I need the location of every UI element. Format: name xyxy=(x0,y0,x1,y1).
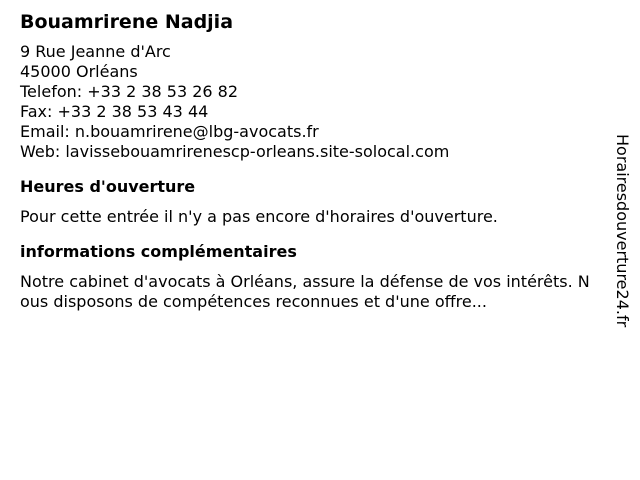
phone-number: Telefon: +33 2 38 53 26 82 xyxy=(20,82,239,101)
business-name: Bouamrirene Nadjia xyxy=(20,11,234,33)
address-city: 45000 Orléans xyxy=(20,62,138,81)
email-address: Email: n.bouamrirene@lbg-avocats.fr xyxy=(20,122,319,141)
fax-number: Fax: +33 2 38 53 43 44 xyxy=(20,102,209,121)
address-block xyxy=(20,42,592,162)
additional-info-text: Notre cabinet d'avocats à Orléans, assure la défense de vos intérêts. Nous disposons de compétences reconnues et d'une offre... xyxy=(20,272,590,311)
opening-hours-text: Pour cette entrée il n'y a pas encore d'horaires d'ouverture. xyxy=(20,207,498,226)
business-card xyxy=(20,10,592,312)
opening-hours-heading: Heures d'ouverture xyxy=(20,177,196,196)
website: Web: lavissebouamrirenescp-orleans.site-solocal.com xyxy=(20,142,450,161)
address-street: 9 Rue Jeanne d'Arc xyxy=(20,42,171,61)
additional-info-heading: informations complémentaires xyxy=(20,242,297,261)
site-watermark: Horairesdouverture24.fr xyxy=(613,134,632,328)
